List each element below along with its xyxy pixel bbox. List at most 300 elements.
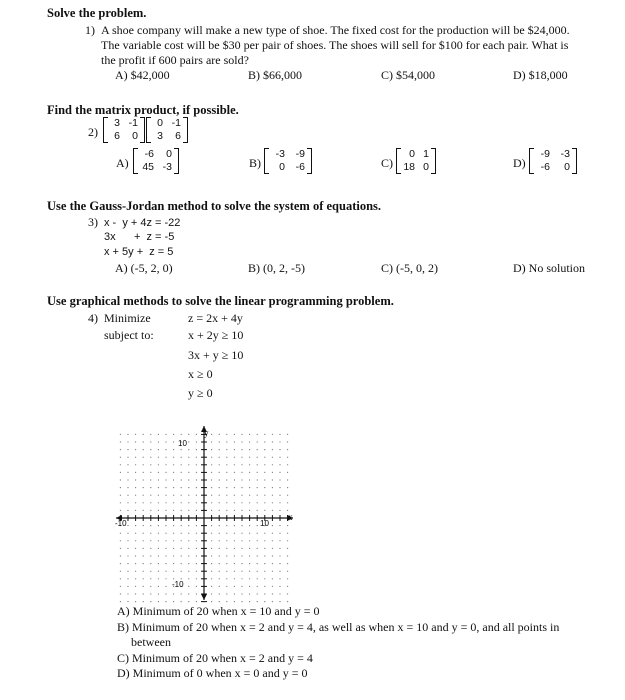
q3-choice-d[interactable]: D) No solution: [513, 261, 585, 275]
tick-label-left: -10: [115, 519, 127, 528]
grid-dot: [181, 464, 182, 465]
grid-dot: [219, 479, 220, 480]
q2-choice-d-matrix[interactable]: [529, 148, 577, 174]
grid-dot: [150, 502, 151, 503]
tick-label-bottom: -10: [172, 580, 184, 589]
grid-dot: [120, 449, 121, 450]
grid-dot: [196, 548, 197, 549]
grid-dot: [150, 578, 151, 579]
grid-dot: [264, 571, 265, 572]
matrix-cell: 6: [114, 130, 120, 142]
grid-dot: [181, 457, 182, 458]
grid-dot: [264, 495, 265, 496]
grid-dot: [287, 434, 288, 435]
grid-dot: [226, 479, 227, 480]
grid-dot: [188, 434, 189, 435]
grid-dot: [150, 495, 151, 496]
grid-dot: [120, 533, 121, 534]
grid-dot: [272, 578, 273, 579]
q1-choice-d[interactable]: D) $18,000: [513, 68, 568, 82]
grid-dot: [219, 434, 220, 435]
grid-dot: [158, 464, 159, 465]
grid-dot: [150, 441, 151, 442]
grid-dot: [249, 593, 250, 594]
grid-dot: [234, 563, 235, 564]
grid-dot: [241, 487, 242, 488]
q4-constraint-2: 3x + y ≥ 10: [188, 348, 244, 362]
grid-dot: [181, 533, 182, 534]
y-axis-label: y: [204, 428, 209, 438]
grid-dot: [279, 441, 280, 442]
grid-dot: [257, 479, 258, 480]
matrix-cell: -1: [171, 117, 181, 129]
grid-dot: [279, 457, 280, 458]
grid-dot: [272, 510, 273, 511]
grid-dot: [264, 434, 265, 435]
grid-dot: [173, 510, 174, 511]
grid-dot: [120, 571, 121, 572]
grid-dot: [188, 502, 189, 503]
q2-choice-a-matrix[interactable]: [133, 148, 179, 174]
grid-dot: [196, 525, 197, 526]
grid-dot: [287, 441, 288, 442]
grid-dot: [272, 472, 273, 473]
grid-dot: [143, 563, 144, 564]
grid-dot: [173, 525, 174, 526]
grid-dot: [264, 441, 265, 442]
grid-dot: [211, 510, 212, 511]
grid-dot: [196, 601, 197, 602]
grid-dot: [188, 457, 189, 458]
matrix-cell: -3: [560, 148, 570, 160]
grid-dot: [127, 601, 128, 602]
section3-heading: Use the Gauss-Jordan method to solve the system of equations.: [47, 199, 382, 213]
grid-dot: [257, 510, 258, 511]
grid-dot: [241, 586, 242, 587]
grid-dot: [135, 555, 136, 556]
grid-dot: [211, 540, 212, 541]
grid-dot: [249, 472, 250, 473]
grid-dot: [165, 510, 166, 511]
grid-dot: [165, 472, 166, 473]
grid-dot: [234, 510, 235, 511]
grid-dot: [120, 487, 121, 488]
grid-dot: [158, 593, 159, 594]
grid-dot: [287, 601, 288, 602]
grid-dot: [196, 449, 197, 450]
matrix-cell: -1: [128, 117, 138, 129]
grid-dot: [150, 457, 151, 458]
x-axis-label: x: [288, 512, 293, 522]
grid-dot: [279, 578, 280, 579]
grid-dot: [226, 578, 227, 579]
grid-dot: [234, 533, 235, 534]
grid-dot: [211, 441, 212, 442]
grid-dot: [196, 502, 197, 503]
q2-choice-a-label[interactable]: A): [116, 156, 129, 170]
grid-dot: [143, 548, 144, 549]
grid-dot: [234, 525, 235, 526]
grid-dot: [158, 540, 159, 541]
grid-dot: [196, 563, 197, 564]
grid-dot: [150, 555, 151, 556]
grid-dot: [219, 548, 220, 549]
grid-dot: [120, 555, 121, 556]
q2-choice-b-label[interactable]: B): [249, 156, 261, 170]
grid-dot: [150, 525, 151, 526]
grid-dot: [226, 502, 227, 503]
grid-dot: [234, 479, 235, 480]
grid-dot: [264, 449, 265, 450]
grid-dot: [257, 571, 258, 572]
grid-dot: [143, 479, 144, 480]
grid-dot: [135, 487, 136, 488]
grid-dot: [188, 472, 189, 473]
grid-dot: [150, 487, 151, 488]
matrix-cell: 3: [157, 130, 163, 142]
grid-dot: [279, 479, 280, 480]
q4-choice-c[interactable]: C) Minimum of 20 when x = 2 and y = 4: [117, 651, 313, 665]
q2-choice-b-matrix[interactable]: [264, 148, 312, 174]
grid-dot: [127, 472, 128, 473]
grid-dot: [226, 571, 227, 572]
grid-dot: [234, 495, 235, 496]
grid-dot: [158, 555, 159, 556]
grid-dot: [287, 464, 288, 465]
grid-dot: [181, 525, 182, 526]
grid-dot: [165, 555, 166, 556]
grid-dot: [143, 525, 144, 526]
grid-dot: [249, 586, 250, 587]
q4-choice-b-cont: between: [131, 635, 171, 649]
grid-dot: [226, 601, 227, 602]
grid-dot: [127, 571, 128, 572]
grid-dot: [287, 578, 288, 579]
grid-dot: [135, 441, 136, 442]
grid-dot: [241, 502, 242, 503]
grid-dot: [165, 548, 166, 549]
grid-dot: [196, 510, 197, 511]
grid-dot: [211, 548, 212, 549]
grid-dot: [196, 487, 197, 488]
grid-dot: [127, 495, 128, 496]
grid-dot: [279, 533, 280, 534]
grid-dot: [219, 533, 220, 534]
grid-dot: [181, 548, 182, 549]
q1-line-3: the profit if 600 pairs are sold?: [101, 53, 249, 67]
matrix-cell: 0: [279, 161, 285, 173]
grid-dot: [226, 525, 227, 526]
grid-dot: [127, 487, 128, 488]
grid-dot: [135, 601, 136, 602]
q4-subject-label: subject to:: [104, 328, 154, 342]
matrix-cell: -9: [295, 148, 305, 160]
grid-dot: [158, 533, 159, 534]
tick-label-top: 10: [178, 439, 187, 448]
grid-dot: [279, 487, 280, 488]
grid-dot: [173, 540, 174, 541]
grid-dot: [241, 555, 242, 556]
q4-constraint-4: y ≥ 0: [188, 386, 213, 400]
grid-dot: [181, 510, 182, 511]
grid-dot: [135, 449, 136, 450]
grid-dot: [165, 449, 166, 450]
grid-dot: [196, 472, 197, 473]
grid-dot: [264, 479, 265, 480]
grid-dot: [135, 548, 136, 549]
q4-objective: z = 2x + 4y: [188, 311, 243, 325]
grid-dot: [241, 434, 242, 435]
q3-choice-b[interactable]: B) (0, 2, -5): [248, 261, 305, 275]
grid-dot: [272, 479, 273, 480]
grid-dot: [287, 540, 288, 541]
grid-dot: [181, 571, 182, 572]
grid-dot: [279, 502, 280, 503]
grid-dot: [165, 464, 166, 465]
grid-dot: [219, 502, 220, 503]
grid-dot: [272, 495, 273, 496]
grid-dot: [127, 563, 128, 564]
grid-dot: [219, 457, 220, 458]
grid-dot: [234, 593, 235, 594]
grid-dot: [211, 525, 212, 526]
grid-dot: [241, 593, 242, 594]
grid-dot: [241, 533, 242, 534]
grid-dot: [165, 593, 166, 594]
grid-dot: [234, 464, 235, 465]
grid-dot: [158, 479, 159, 480]
matrix-cell: -6: [144, 148, 154, 160]
grid-dot: [188, 449, 189, 450]
grid-dot: [249, 434, 250, 435]
grid-dot: [211, 601, 212, 602]
grid-dot: [219, 449, 220, 450]
grid-dot: [279, 548, 280, 549]
grid-dot: [279, 510, 280, 511]
grid-dot: [219, 586, 220, 587]
grid-dot: [120, 601, 121, 602]
grid-dot: [211, 449, 212, 450]
grid-dot: [219, 571, 220, 572]
grid-dot: [249, 510, 250, 511]
grid-dot: [165, 487, 166, 488]
grid-dot: [249, 563, 250, 564]
q1-choice-b[interactable]: B) $66,000: [248, 68, 302, 82]
grid-dot: [158, 434, 159, 435]
grid-dot: [272, 457, 273, 458]
q4-choice-b[interactable]: B) Minimum of 20 when x = 2 and y = 4, as well as when x = 10 and y = 0, and all points in: [117, 620, 560, 634]
grid-dot: [150, 449, 151, 450]
grid-dot: [120, 502, 121, 503]
tick-label-right: 10: [260, 519, 269, 528]
q4-choice-d[interactable]: D) Minimum of 0 when x = 0 and y = 0: [117, 666, 308, 680]
grid-dot: [272, 441, 273, 442]
grid-dot: [219, 601, 220, 602]
q2-choice-c-label[interactable]: C): [381, 156, 393, 170]
grid-dot: [135, 540, 136, 541]
grid-dot: [173, 479, 174, 480]
grid-dot: [165, 457, 166, 458]
grid-dot: [173, 593, 174, 594]
grid-dot: [234, 434, 235, 435]
q2-choice-d-label[interactable]: D): [513, 156, 526, 170]
grid-dot: [264, 586, 265, 587]
grid-dot: [264, 510, 265, 511]
matrix-cell: 0: [564, 161, 570, 173]
matrix-cell: 45: [142, 161, 154, 173]
grid-dot: [257, 487, 258, 488]
grid-dot: [234, 472, 235, 473]
grid-dot: [211, 502, 212, 503]
grid-dot: [127, 510, 128, 511]
grid-dot: [249, 479, 250, 480]
grid-dot: [143, 540, 144, 541]
grid-dot: [196, 441, 197, 442]
grid-dot: [226, 441, 227, 442]
grid-dot: [226, 593, 227, 594]
grid-dot: [219, 487, 220, 488]
grid-dot: [188, 464, 189, 465]
grid-dot: [143, 472, 144, 473]
grid-dot: [120, 578, 121, 579]
grid-dot: [173, 548, 174, 549]
section1-heading: Solve the problem.: [47, 6, 147, 20]
grid-dot: [219, 525, 220, 526]
grid-dot: [165, 495, 166, 496]
grid-dot: [279, 495, 280, 496]
grid-dot: [287, 510, 288, 511]
grid-dot: [211, 457, 212, 458]
grid-dot: [165, 563, 166, 564]
q2-number: 2): [88, 125, 98, 139]
grid-dot: [135, 479, 136, 480]
grid-dot: [150, 434, 151, 435]
matrix-cell: 0: [157, 117, 163, 129]
grid-dot: [234, 571, 235, 572]
grid-dot: [188, 578, 189, 579]
grid-dot: [165, 571, 166, 572]
grid-dot: [226, 555, 227, 556]
q2-matrix-left: [103, 117, 145, 143]
grid-dot: [226, 548, 227, 549]
q4-number: 4): [88, 311, 98, 325]
grid-dot: [120, 457, 121, 458]
grid-dot: [249, 578, 250, 579]
grid-dot: [257, 533, 258, 534]
grid-dot: [165, 578, 166, 579]
grid-dot: [135, 571, 136, 572]
q4-choice-a[interactable]: A) Minimum of 20 when x = 10 and y = 0: [117, 604, 320, 618]
grid-dot: [211, 434, 212, 435]
grid-dot: [143, 441, 144, 442]
grid-dot: [196, 555, 197, 556]
grid-dot: [158, 441, 159, 442]
grid-dot: [135, 434, 136, 435]
q3-choice-a[interactable]: A) (-5, 2, 0): [115, 261, 173, 275]
grid-dot: [181, 449, 182, 450]
q1-number: 1): [85, 23, 95, 37]
grid-dot: [219, 495, 220, 496]
grid-dot: [120, 479, 121, 480]
matrix-cell: 0: [166, 148, 172, 160]
grid-dot: [249, 487, 250, 488]
grid-dot: [279, 464, 280, 465]
grid-dot: [127, 434, 128, 435]
grid-dot: [143, 571, 144, 572]
grid-dot: [287, 533, 288, 534]
grid-dot: [226, 495, 227, 496]
grid-dot: [120, 540, 121, 541]
matrix-cell: -3: [162, 161, 172, 173]
grid-dot: [158, 495, 159, 496]
grid-dot: [241, 578, 242, 579]
grid-dot: [173, 563, 174, 564]
grid-dot: [143, 555, 144, 556]
grid-dot: [272, 533, 273, 534]
grid-dot: [249, 457, 250, 458]
grid-dot: [173, 434, 174, 435]
grid-dot: [234, 578, 235, 579]
grid-dot: [127, 457, 128, 458]
grid-dot: [143, 434, 144, 435]
grid-dot: [257, 601, 258, 602]
grid-dot: [196, 457, 197, 458]
grid-dot: [272, 540, 273, 541]
q1-choice-c[interactable]: C) $54,000: [381, 68, 435, 82]
grid-dot: [143, 593, 144, 594]
grid-dot: [211, 464, 212, 465]
q3-equation-3: x + 5y + z = 5: [104, 246, 174, 258]
q3-choice-c[interactable]: C) (-5, 0, 2): [381, 261, 438, 275]
grid-dot: [143, 601, 144, 602]
grid-dot: [279, 449, 280, 450]
grid-dot: [287, 586, 288, 587]
grid-dot: [127, 540, 128, 541]
grid-dot: [120, 510, 121, 511]
grid-dot: [150, 571, 151, 572]
q3-number: 3): [88, 215, 98, 229]
grid-dot: [249, 555, 250, 556]
grid-dot: [135, 510, 136, 511]
grid-dot: [287, 487, 288, 488]
grid-dot: [188, 586, 189, 587]
matrix-cell: 0: [409, 148, 415, 160]
grid-dot: [135, 495, 136, 496]
q1-choice-a[interactable]: A) $42,000: [115, 68, 170, 82]
grid-dot: [188, 533, 189, 534]
grid-dot: [257, 464, 258, 465]
grid-dot: [264, 457, 265, 458]
q1-line-2: The variable cost will be $30 per pair of shoes. The shoes will sell for $100 for each pair. What is: [101, 38, 569, 52]
grid-dot: [226, 457, 227, 458]
grid-dot: [188, 510, 189, 511]
grid-dot: [234, 502, 235, 503]
grid-dot: [279, 563, 280, 564]
grid-dot: [234, 441, 235, 442]
grid-dot: [181, 472, 182, 473]
grid-dot: [287, 472, 288, 473]
matrix-cell: 18: [403, 161, 415, 173]
grid-dot: [158, 487, 159, 488]
grid-dot: [211, 495, 212, 496]
grid-dot: [188, 479, 189, 480]
grid-dot: [257, 525, 258, 526]
grid-dot: [249, 449, 250, 450]
grid-dot: [219, 472, 220, 473]
grid-dot: [249, 502, 250, 503]
q2-choice-c-matrix[interactable]: [396, 148, 436, 174]
grid-dot: [120, 464, 121, 465]
